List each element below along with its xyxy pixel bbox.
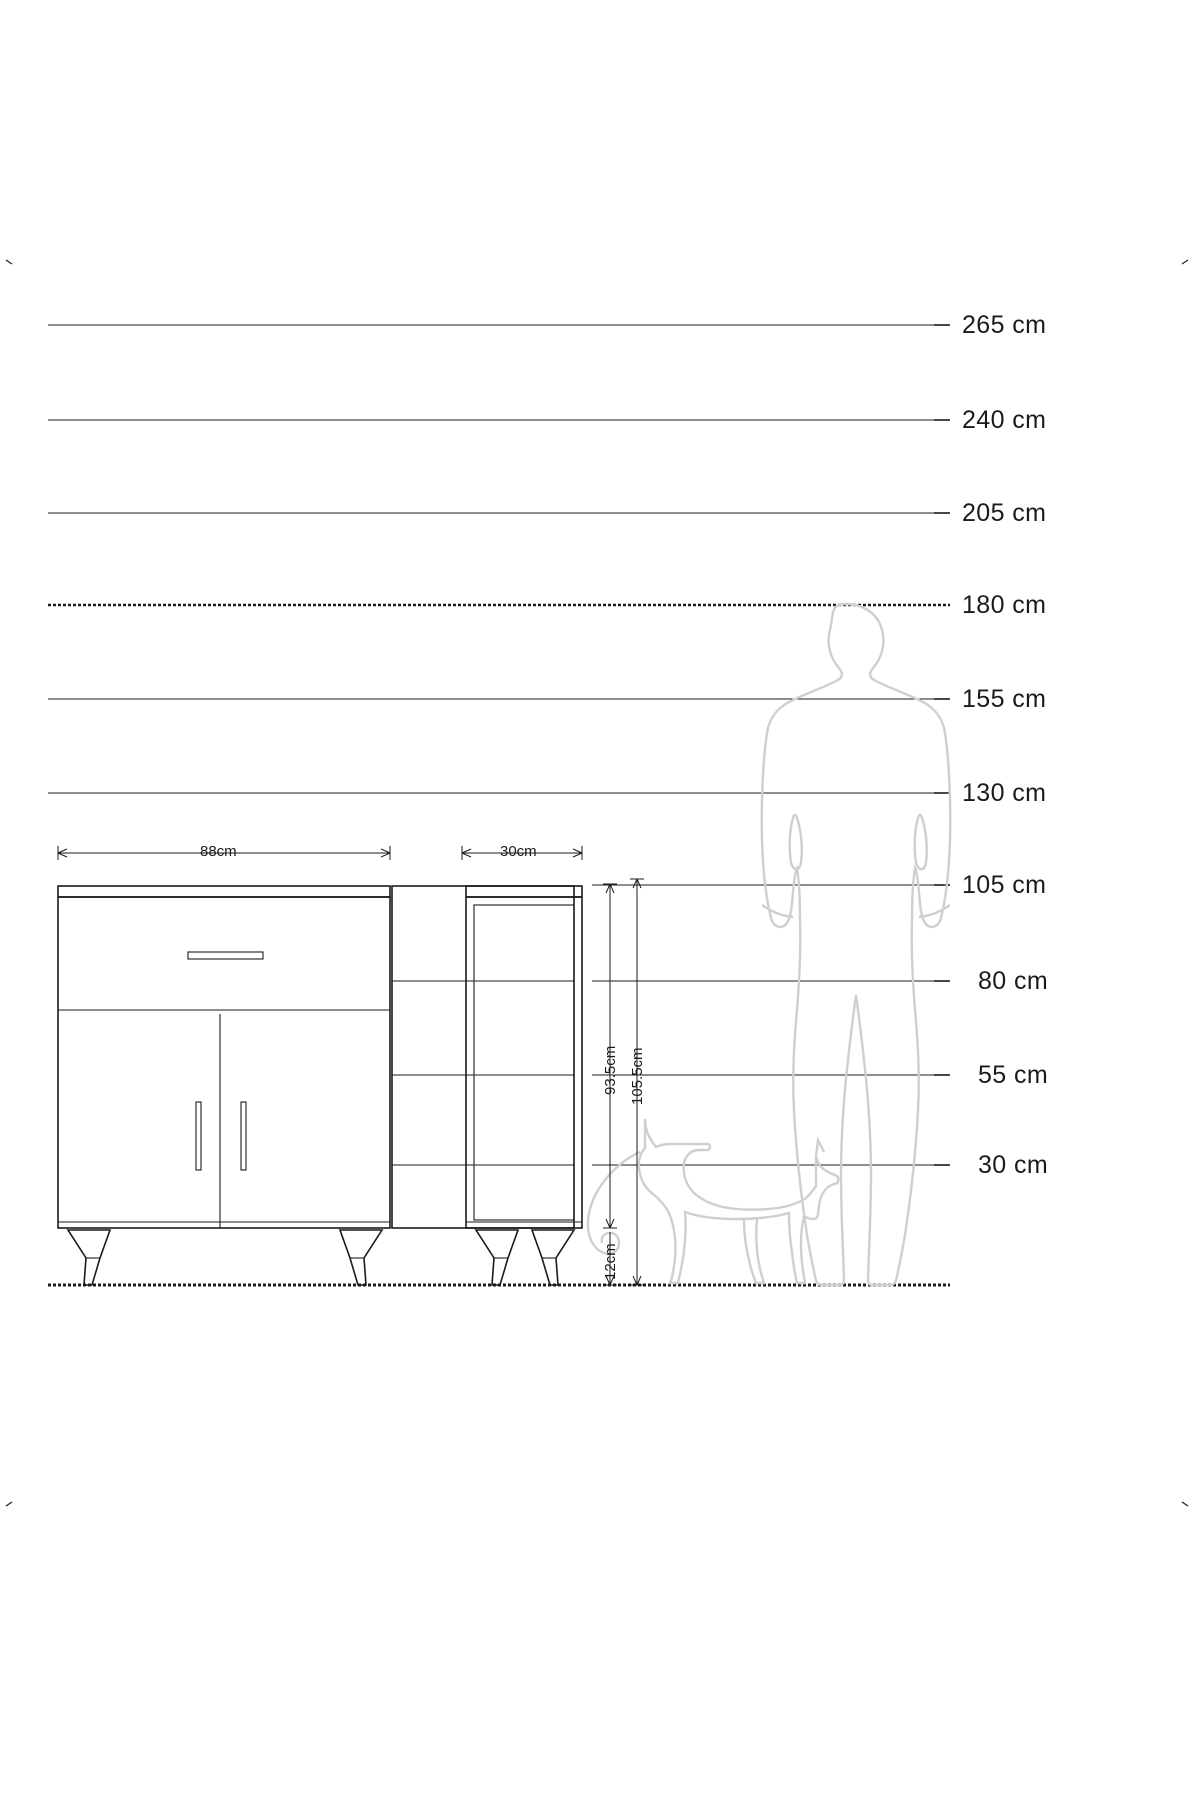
scale-label-155: 155 cm — [962, 685, 1047, 713]
shelf-unit — [392, 886, 574, 1228]
tall-cabinet — [466, 886, 582, 1285]
human-silhouette — [762, 604, 951, 1285]
scale-label-205: 205 cm — [962, 499, 1047, 527]
dimension-label-cabinet-total-height: 105.5cm — [629, 1047, 646, 1105]
scale-label-130: 130 cm — [962, 779, 1047, 807]
scale-label-240: 240 cm — [962, 406, 1047, 434]
sideboard — [58, 886, 390, 1285]
dimension-label-leg-height: 12cm — [602, 1243, 619, 1280]
scale-label-265: 265 cm — [962, 311, 1047, 339]
scale-label-105: 105 cm — [962, 871, 1047, 899]
dimension-label-cabinet-body-height: 93.5cm — [602, 1045, 619, 1095]
scale-label-80: 80 cm — [978, 967, 1049, 995]
scale-lines — [48, 325, 950, 1285]
dimension-label-sideboard-width: 88cm — [200, 843, 237, 860]
scale-label-180: 180 cm — [962, 591, 1047, 619]
scale-label-30: 30 cm — [978, 1151, 1049, 1179]
dimension-label-cabinet-width: 30cm — [500, 843, 537, 860]
cat-silhouette — [588, 1119, 839, 1283]
scale-label-55: 55 cm — [978, 1061, 1049, 1089]
